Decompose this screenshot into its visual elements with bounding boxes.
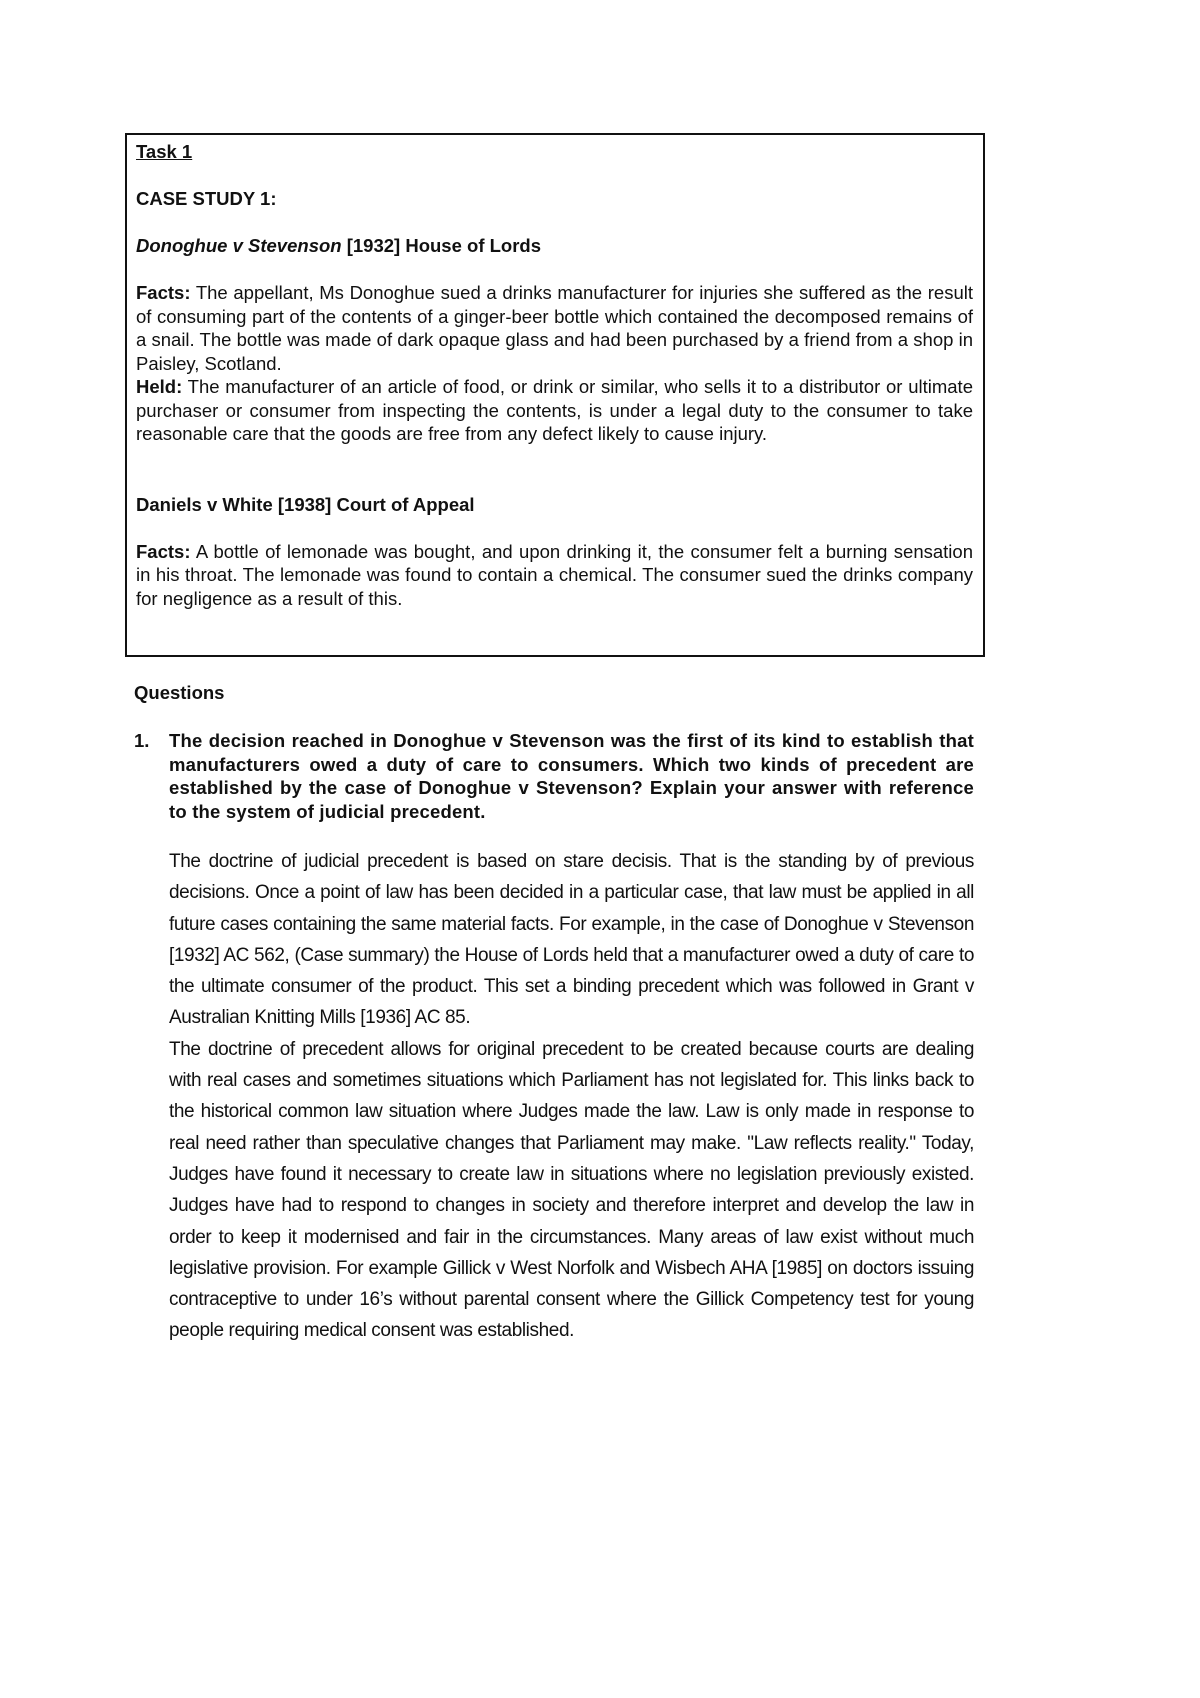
question-text: The decision reached in Donoghue v Stevenson was the first of its kind to establish that manufacturers owed a duty of care to consumers. Which two kinds of precedent are established by the case of Donoghue v Stevenson? Explain your answer with reference to the system of judicial precedent. <box>169 730 974 822</box>
task-label: Task 1 <box>136 141 193 162</box>
case-study-label: CASE STUDY 1: <box>136 188 277 209</box>
case1-title <box>136 234 973 258</box>
case1-held-text: The manufacturer of an article of food, or drink or similar, who sells it to a distributor or ultimate purchaser or consumer from inspecting the contents, is under a legal duty to the consumer to take reasonable care that the goods are free from any defect likely to cause injury. <box>136 376 973 444</box>
case1-held-label: Held: <box>136 376 183 397</box>
answer-paragraph: The doctrine of judicial precedent is based on stare decisis. That is the standing by of previous decisions. Once a point of law has been decided in a particular case, that law must be applied in all future cases containing the same material facts. For example, in the case of Donoghue v Stevenson [1932] AC 562, (Case summary) the House of Lords held that a manufacturer owed a duty of care to the ultimate consumer of the product. This set a binding precedent which was followed in Grant v Australian Knitting Mills [1936] AC 85. <box>169 851 974 1029</box>
question-1-answer <box>169 846 974 1347</box>
task-box <box>125 133 985 657</box>
case1-held <box>136 375 973 446</box>
answer-paragraph: The doctrine of precedent allows for original precedent to be created because courts are dealing with real cases and sometimes situations which Parliament has not legislated for. This links back to the historical common law situation where Judges made the law. Law is only made in response to real need rather than speculative changes that Parliament may make. "Law reflects reality." Today, Judges have found it necessary to create law in situations where no legislation previously existed. Judges have had to respond to changes in society and therefore interpret and develop the law in order to keep it modernised and fair in the circumstances. Many areas of law exist without much legislative provision. For example Gillick v West Norfolk and Wisbech AHA [1985] on doctors issuing contraceptive to under 16’s without parental consent where the Gillick Competency test for young people requiring medical consent was established. <box>169 1038 974 1342</box>
case1-facts <box>136 281 973 375</box>
case2-facts <box>136 540 973 611</box>
questions-heading: Questions <box>134 682 225 703</box>
case2-facts-label: Facts: <box>136 540 191 562</box>
case1-title-court: [1932] House of Lords <box>341 235 542 256</box>
case2-title: Daniels v White [1938] Court of Appeal <box>136 493 475 515</box>
case1-title-name: Donoghue v Stevenson <box>136 235 342 256</box>
case2-facts-text: A bottle of lemonade was bought, and upon drinking it, the consumer felt a burning sensation in his throat. The lemonade was found to contain a chemical. The consumer sued the drinks company for negligence as a result of this. <box>136 540 973 609</box>
question-1 <box>134 729 974 823</box>
case1-facts-text: The appellant, Ms Donoghue sued a drinks manufacturer for injuries she suffered as the result of consuming part of the contents of a ginger-beer bottle which contained the decomposed remains of a snail. The bottle was made of dark opaque glass and had been purchased by a friend from a shop in Paisley, Scotland. <box>136 282 973 374</box>
question-number: 1. <box>134 730 150 751</box>
case1-facts-label: Facts: <box>136 282 191 303</box>
